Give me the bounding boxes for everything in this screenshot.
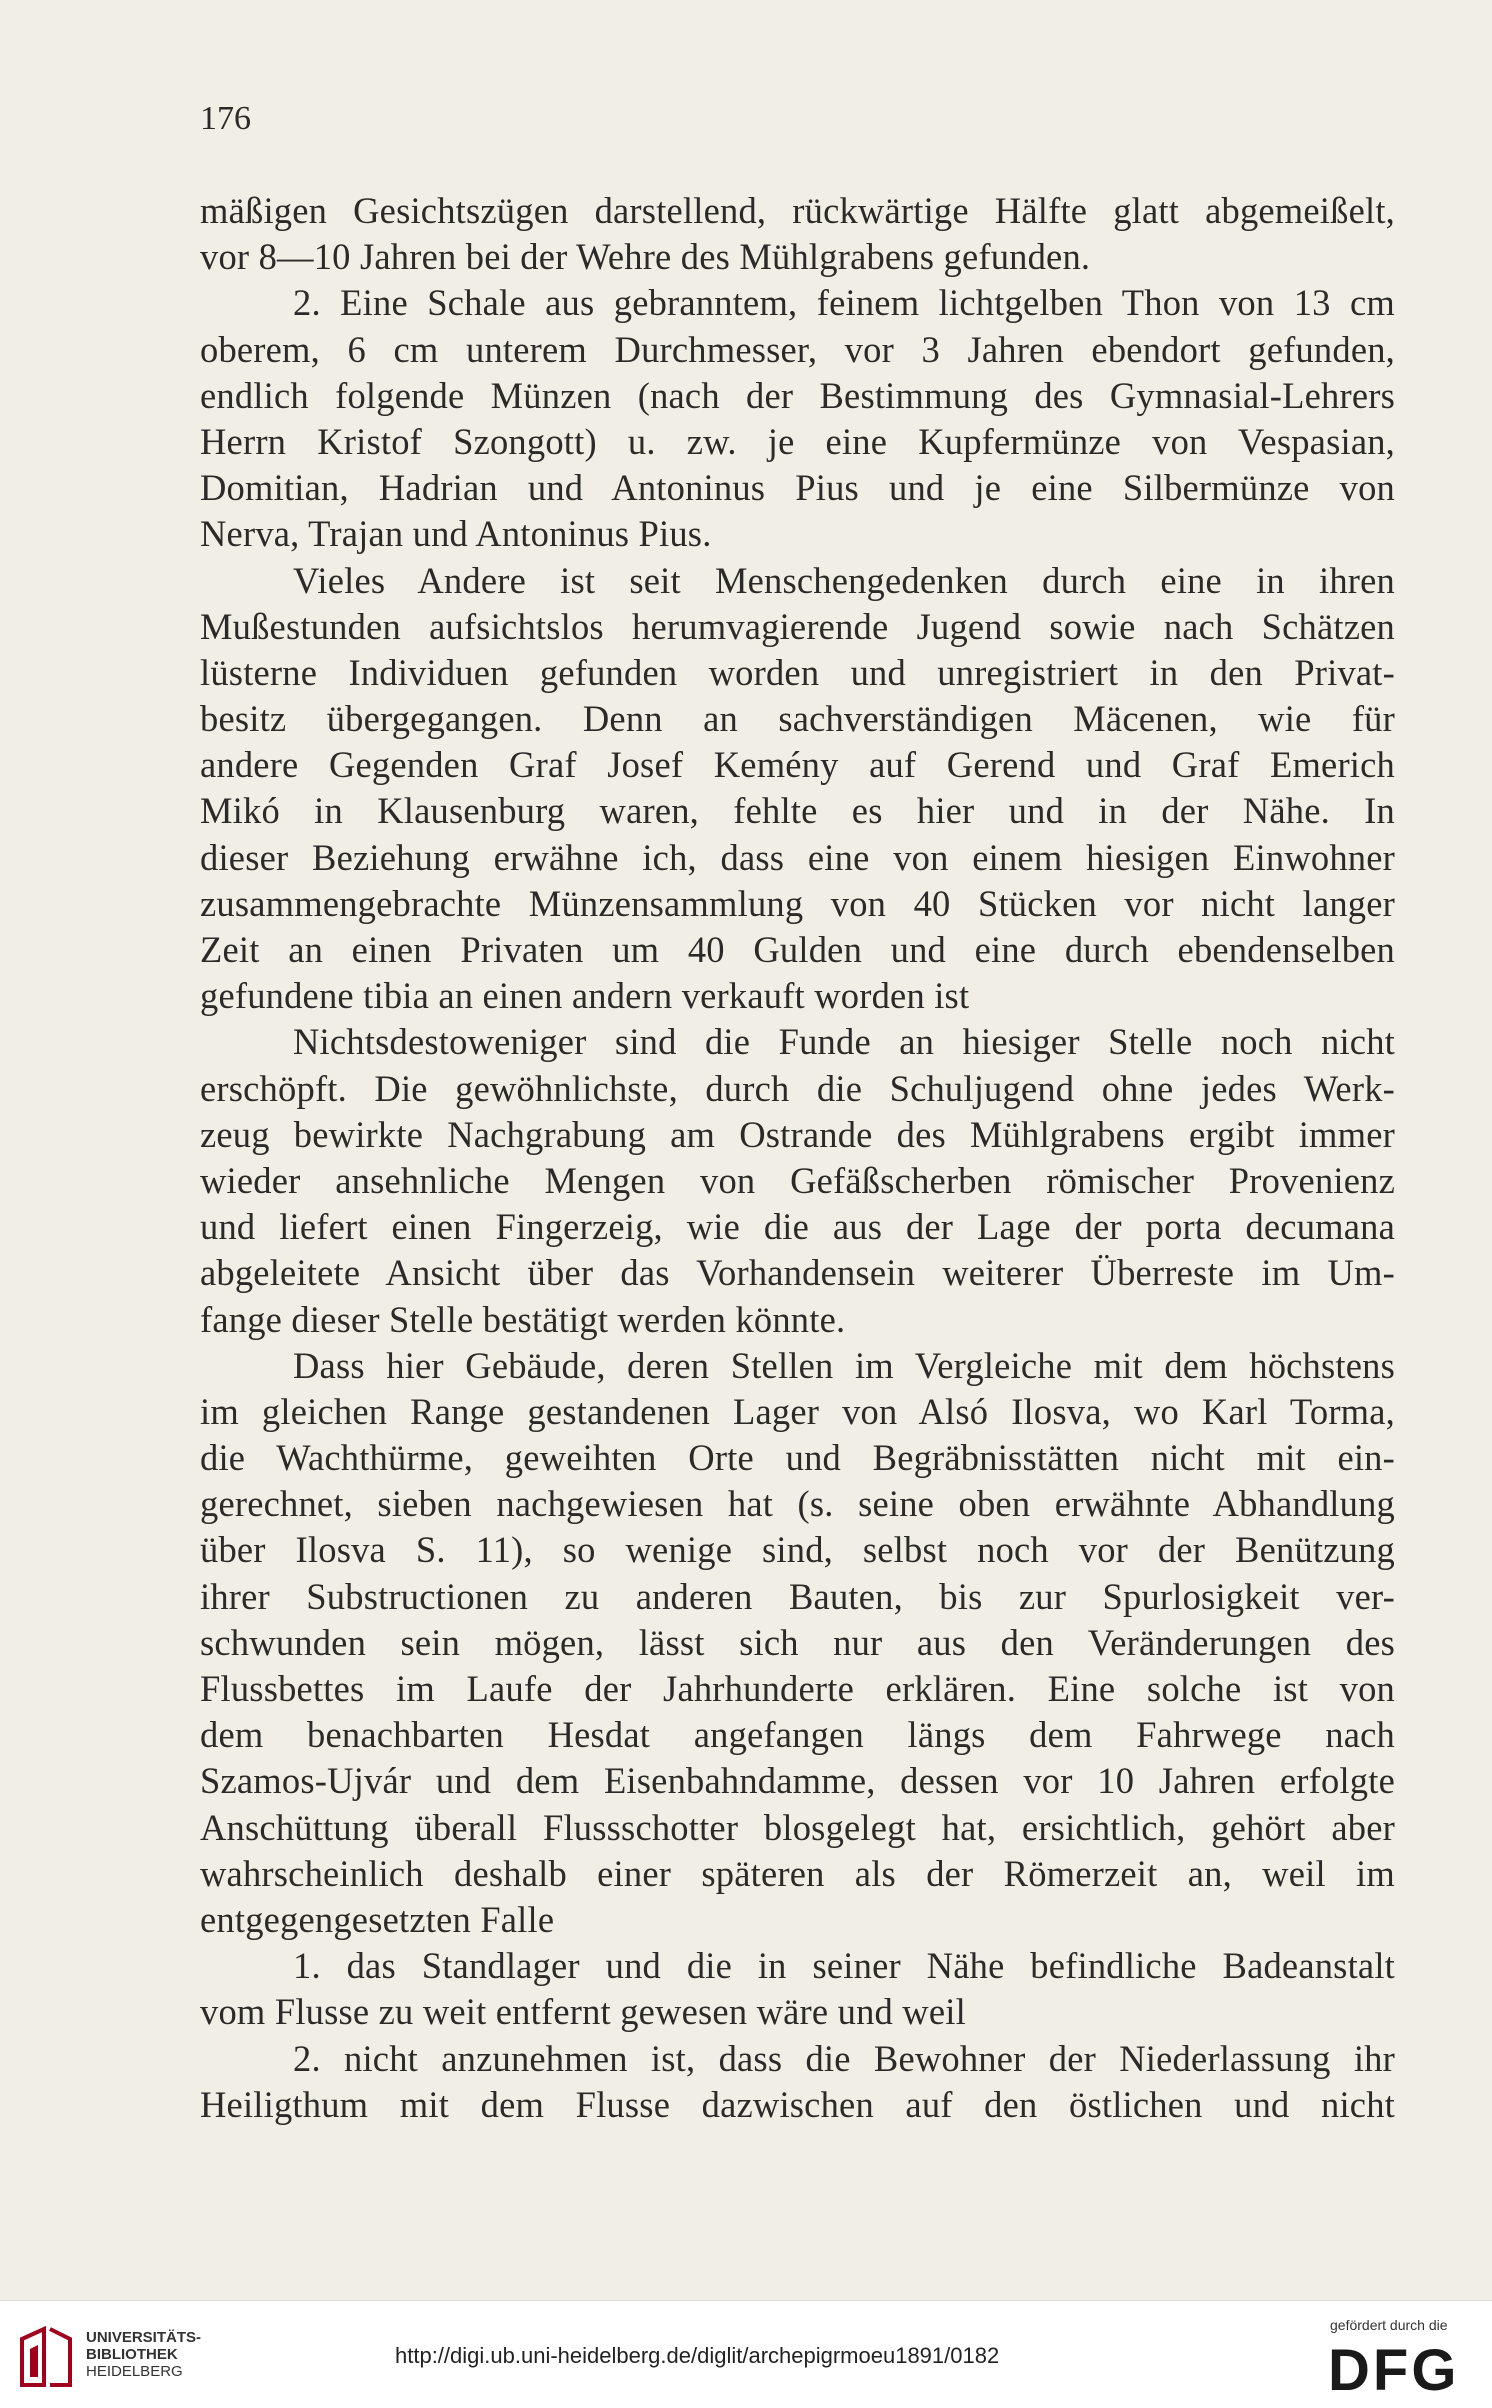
text-line: mäßigen Gesichtszügen darstellend, rückwärtige Hälfte glatt abgemeißelt, [200,190,1395,231]
text-line: Domitian, Hadrian und Antoninus Pius und je eine Silbermünze von [200,467,1395,509]
text-line: oberem, 6 cm unterem Durchmesser, vor 3 Jahren ebendort gefunden, [200,328,1395,370]
library-name [86,2329,201,2380]
text-line: dieser Beziehung erwähne ich, dass eine von einem hiesigen Einwohner [200,836,1395,878]
text-line: erschöpft. Die gewöhnlichste, durch die Schuljugend ohne jedes Werk- [200,1067,1395,1109]
text-line: Szamos-Ujvár und dem Eisenbahndamme, dessen vor 10 Jahren erfolgte [200,1760,1395,1802]
text-line: Zeit an einen Privaten um 40 Gulden und eine durch ebendenselben [200,929,1395,970]
text-line: und liefert einen Fingerzeig, wie die aus der Lage der porta decumana [200,1206,1395,1248]
text-line: Heiligthum mit dem Flusse dazwischen auf den östlichen und nicht [200,2083,1395,2125]
text-line: abgeleitete Ansicht über das Vorhandensein weiterer Überreste im Um- [200,1252,1395,1294]
text-line: 2. Eine Schale aus gebranntem, feinem lichtgelben Thon von 13 cm [293,282,1395,324]
body-text [200,188,1395,2128]
text-line: Nichtsdestoweniger sind die Funde an hiesiger Stelle noch nicht [293,1021,1395,1063]
text-line: die Wachthürme, geweihten Orte und Begräbnisstätten nicht mit ein- [200,1437,1395,1479]
library-name-line2: BIBLIOTHEK [86,2346,178,2363]
text-line: zeug bewirkte Nachgrabung am Ostrande des Mühlgrabens ergibt immer [200,1113,1395,1155]
text-line: wahrscheinlich deshalb einer späteren als der Römerzeit an, weil im [200,1852,1395,1894]
funding-credit: gefördert durch die [1330,2317,1448,2333]
page-number: 176 [200,100,251,137]
text-line: im gleichen Range gestandenen Lager von Alsó Ilosva, wo Karl Torma, [200,1390,1395,1432]
text-line: Dass hier Gebäude, deren Stellen im Vergleiche mit dem höchstens [293,1344,1395,1386]
text-line: Nerva, Trajan und Antoninus Pius. [200,513,712,555]
text-line: lüsterne Individuen gefunden worden und unregistriert in den Privat- [200,651,1395,693]
text-line: wieder ansehnliche Mengen von Gefäßscherben römischer Provenienz [200,1159,1395,1201]
library-name-line1: UNIVERSITÄTS- [86,2329,202,2346]
text-line: Mußestunden aufsichtslos herumvagierende Jugend sowie nach Schätzen [200,605,1395,647]
text-line: vor 8—10 Jahren bei der Wehre des Mühlgrabens gefunden. [200,236,1091,278]
text-line: besitz übergegangen. Denn an sachverständigen Mäcenen, wie für [200,698,1395,740]
text-line: ihrer Substructionen zu anderen Bauten, bis zur Spurlosigkeit ver- [200,1575,1395,1617]
text-line: fange dieser Stelle bestätigt werden könnte. [200,1298,846,1340]
text-line: schwunden sein mögen, lässt sich nur aus den Veränderungen des [200,1621,1395,1663]
text-line: zusammengebrachte Münzensammlung von 40 Stücken vor nicht langer [200,882,1395,924]
text-line: endlich folgende Münzen (nach der Bestimmung des Gymnasial-Lehrers [200,374,1395,416]
text-line: Mikó in Klausenburg waren, fehlte es hier und in der Nähe. In [200,790,1395,832]
permalink-url[interactable]: http://digi.ub.uni-heidelberg.de/diglit/archepigrmoeu1891/0182 [395,2343,1000,2368]
text-line: entgegengesetzten Falle [200,1898,555,1940]
text-line: dem benachbarten Hesdat angefangen längs dem Fahrwege nach [200,1714,1395,1756]
text-line: gerechnet, sieben nachgewiesen hat (s. seine oben erwähnte Abhandlung [200,1483,1395,1525]
text-line: Herrn Kristof Szongott) u. zw. je eine Kupfermünze von Vespasian, [200,420,1395,462]
dfg-logo: DFG [1328,2338,1460,2403]
text-line: Vieles Andere ist seit Menschengedenken durch eine in ihren [293,559,1395,601]
text-line: vom Flusse zu weit entfernt gewesen wäre und weil [200,1991,966,2033]
text-line: 2. nicht anzunehmen ist, dass die Bewohner der Niederlassung ihr [293,2037,1395,2079]
text-line: über Ilosva S. 11), so wenige sind, selbst noch vor der Benützung [200,1529,1395,1571]
text-line: andere Gegenden Graf Josef Kemény auf Gerend und Graf Emerich [200,744,1395,786]
text-line: Flussbettes im Laufe der Jahrhunderte erklären. Eine solche ist von [200,1668,1395,1709]
text-line: gefundene tibia an einen andern verkauft worden ist [200,975,970,1017]
footer-bar [0,2300,1492,2408]
text-line: 1. das Standlager und die in seiner Nähe befindliche Badeanstalt [293,1945,1395,1987]
text-line: Anschüttung überall Flussschotter blosgelegt hat, ersichtlich, gehört aber [200,1806,1395,1848]
university-library-logo-icon [14,2325,78,2391]
library-name-line3: HEIDELBERG [86,2363,183,2380]
